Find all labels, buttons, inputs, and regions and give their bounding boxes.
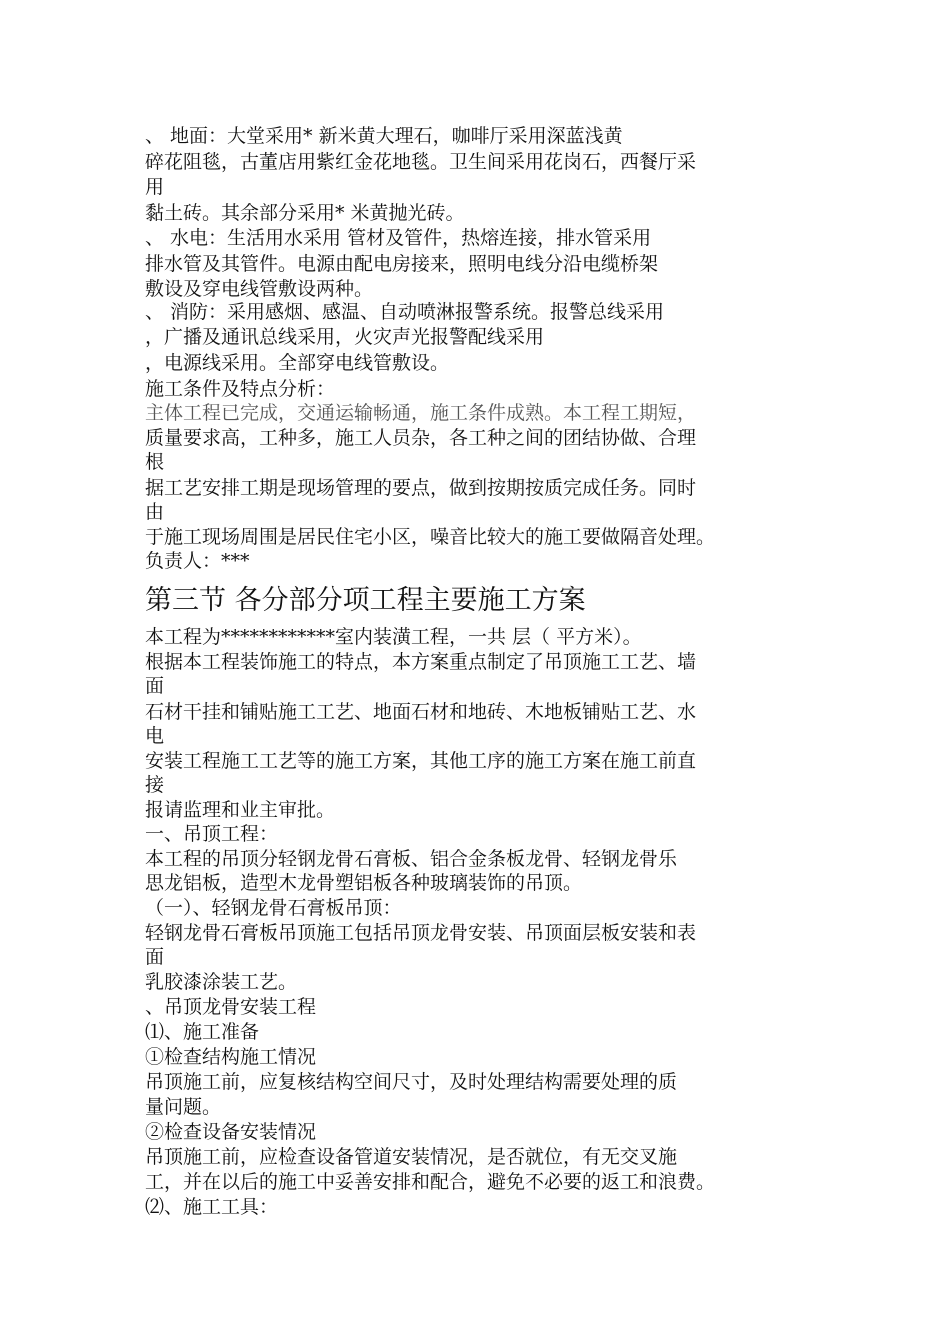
- text-line: 、 地面：大堂采用* 新米黄大理石，咖啡厅采用深蓝浅黄: [145, 125, 623, 147]
- text-line: 碎花阻毯，古董店用紫红金花地毯。卫生间采用花岗石，西餐厅采: [145, 151, 697, 173]
- subsection-heading: 一、吊顶工程：: [145, 823, 279, 845]
- text-line: 用: [145, 176, 165, 198]
- text-line: 本工程的吊顶分轻钢龙骨石膏板、铝合金条板龙骨、轻钢龙骨乐: [145, 848, 678, 870]
- text-line: 工，并在以后的施工中妥善安排和配合，避免不必要的返工和浪费。: [145, 1171, 716, 1193]
- section-label: 施工条件及特点分析：: [145, 378, 336, 400]
- text-line: 报请监理和业主审批。: [145, 799, 336, 821]
- text-line: 吊顶施工前，应检查设备管道安装情况，是否就位，有无交叉施: [145, 1146, 678, 1168]
- text-line: 排水管及其管件。电源由配电房接来，照明电线分沿电缆桥架: [145, 253, 659, 275]
- text-line: 于施工现场周围是居民住宅小区，噪音比较大的施工要做隔音处理。: [145, 526, 716, 548]
- responsible-person: 负责人：***: [145, 550, 250, 572]
- text-line: 主体工程已完成，交通运输畅通，施工条件成熟。本工程工期短，: [145, 402, 697, 424]
- text-line: ，电源线采用。全部穿电线管敷设。: [145, 352, 450, 374]
- text-line: 质量要求高，工种多，施工人员杂，各工种之间的团结协做、合理: [145, 427, 697, 449]
- text-line: 吊顶施工前，应复核结构空间尺寸，及时处理结构需要处理的质: [145, 1071, 678, 1093]
- subsection-heading: ⑴、施工准备: [145, 1021, 260, 1043]
- text-line: 、 消防：采用感烟、感温、自动喷淋报警系统。报警总线采用: [145, 301, 665, 323]
- text-line: 接: [145, 774, 165, 796]
- subsection-heading: （一）、轻钢龙骨石膏板吊顶：: [145, 897, 402, 919]
- text-line: 根: [145, 451, 165, 473]
- text-line: 石材干挂和铺贴施工工艺、地面石材和地砖、木地板铺贴工艺、水: [145, 701, 697, 723]
- text-line: 黏土砖。其余部分采用* 米黄抛光砖。: [145, 202, 465, 224]
- text-line: 根据本工程装饰施工的特点，本方案重点制定了吊顶施工工艺、墙: [145, 651, 697, 673]
- section-heading: 第三节 各分部分项工程主要施工方案: [145, 585, 586, 616]
- text-line: 由: [145, 501, 165, 523]
- text-line: 据工艺安排工期是现场管理的要点，做到按期按质完成任务。同时: [145, 477, 697, 499]
- text-line: 电: [145, 725, 165, 747]
- subsection-heading: ②检查设备安装情况: [145, 1121, 317, 1143]
- text-line: 敷设及穿电线管敷设两种。: [145, 278, 374, 300]
- text-line: 思龙铝板，造型木龙骨塑铝板各种玻璃装饰的吊顶。: [145, 872, 583, 894]
- text-line: 面: [145, 675, 165, 697]
- subsection-heading: 、吊顶龙骨安装工程: [145, 996, 317, 1018]
- subsection-heading: ⑵、施工工具：: [145, 1196, 279, 1218]
- text-line: 乳胶漆涂装工艺。: [145, 971, 298, 993]
- text-line: 量问题。: [145, 1096, 222, 1118]
- text-line: ，广播及通讯总线采用，火灾声光报警配线采用: [145, 326, 545, 348]
- text-line: 本工程为************室内装潢工程，一共 层（ 平方米）。: [145, 626, 642, 648]
- text-line: 面: [145, 946, 165, 968]
- text-line: 轻钢龙骨石膏板吊顶施工包括吊顶龙骨安装、吊顶面层板安装和表: [145, 922, 697, 944]
- text-line: 安装工程施工工艺等的施工方案，其他工序的施工方案在施工前直: [145, 750, 697, 772]
- subsection-heading: ①检查结构施工情况: [145, 1046, 317, 1068]
- text-line: 、 水电：生活用水采用 管材及管件，热熔连接，排水管采用: [145, 227, 652, 249]
